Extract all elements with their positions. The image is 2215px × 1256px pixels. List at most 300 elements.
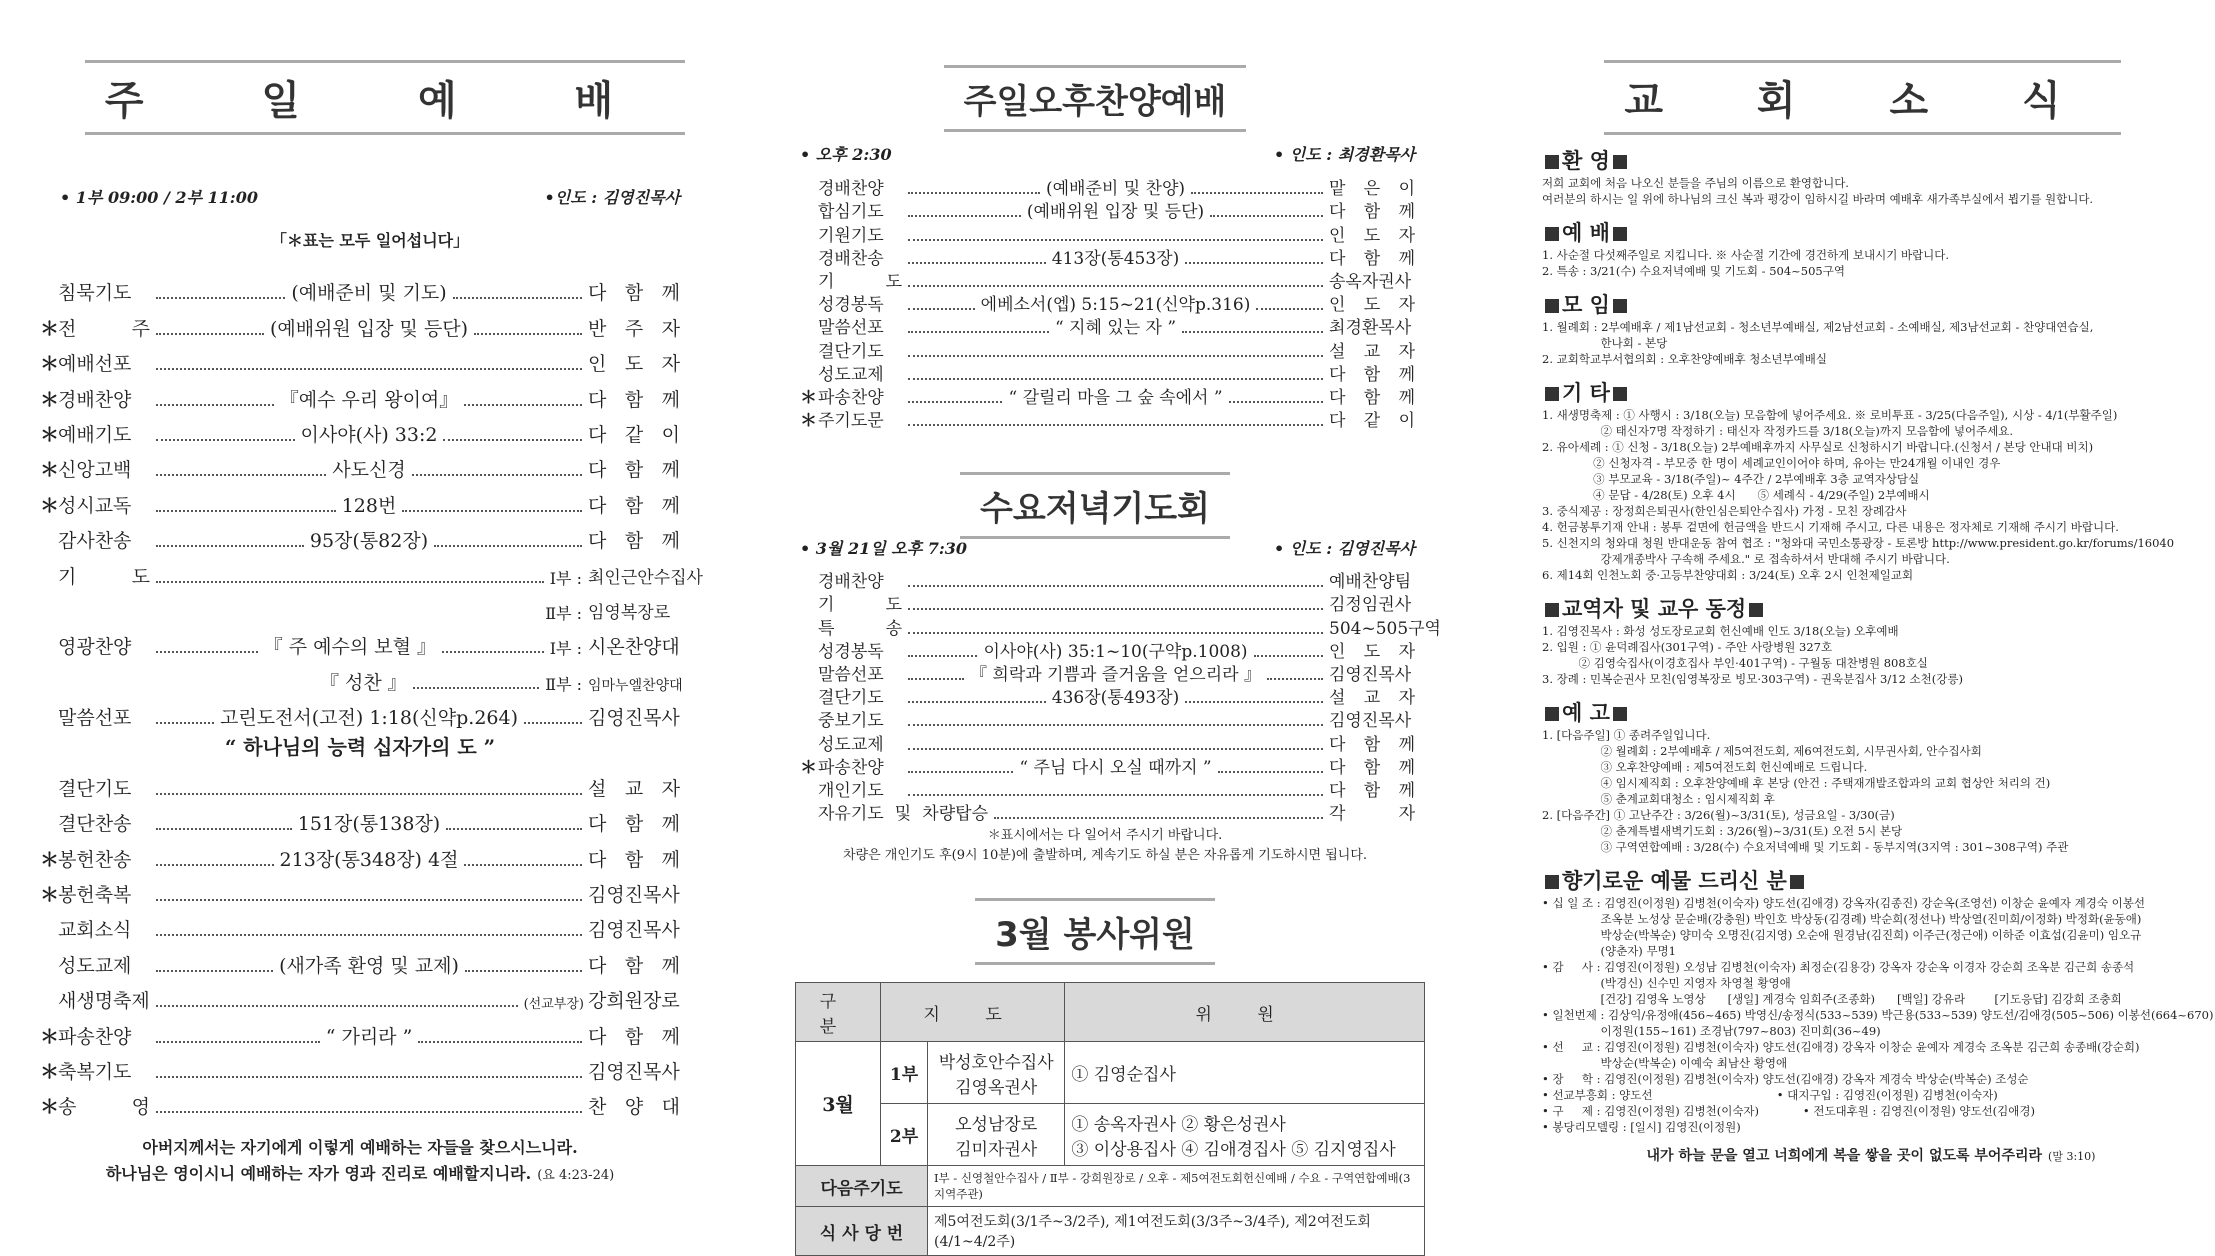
section-title: 수요저녁기도회	[740, 472, 1450, 539]
service-leader: •인도 : 김영진목사	[544, 188, 680, 207]
row-person: 다 같 이	[1329, 411, 1415, 432]
section-body	[1542, 319, 2200, 367]
leader-name: 박성호안수집사	[938, 1052, 1054, 1073]
meal-duty-value: 제5여전도회(3/1주~3/2주), 제1여전도회(3/3주~3/4주), 제2여전도회(4/1~4/2주)	[928, 1207, 1425, 1256]
leader-dots	[412, 474, 582, 476]
row-label: 기원기도	[818, 225, 884, 246]
row-person: 인 도 자	[1329, 641, 1416, 662]
row-label: 새생명축제	[58, 990, 150, 1013]
leader-cell	[928, 1104, 1065, 1166]
section-heading	[1542, 377, 2200, 407]
stand-mark: ＊	[40, 884, 60, 907]
leader-dots	[156, 368, 582, 370]
leader-dots	[1254, 655, 1323, 657]
leader-dots	[453, 297, 582, 299]
row-person: 임마누엘찬양대	[588, 677, 683, 694]
section-heading-text: 교역자 및 교우 동정	[1562, 597, 1747, 621]
row-content: 이사야(사) 33:2	[300, 423, 438, 446]
news-line: ② 태신자7명 작정하기 : 태신자 작정카드를 3/18(오늘)까지 모음함에 넣어주세요.	[1542, 424, 2014, 438]
square-icon	[1613, 299, 1627, 313]
order-of-worship	[40, 268, 703, 1189]
row-person: 시온찬양대	[588, 636, 680, 659]
order-row	[800, 638, 1415, 661]
row-person: 송옥자권사	[1329, 271, 1412, 292]
leader-dots	[908, 215, 1021, 217]
leader-dots	[156, 793, 582, 795]
section-body	[1542, 623, 2200, 687]
leader-dots	[156, 1111, 582, 1113]
leader-dots	[1218, 771, 1323, 773]
row-content: 128번	[341, 494, 397, 517]
month-cell: 3월	[796, 1042, 881, 1166]
next-prayer-label: 다음주기도	[796, 1166, 928, 1207]
row-label: 성경봉독	[818, 295, 884, 316]
order-row	[40, 303, 680, 338]
row-person: 찬 양 대	[588, 1096, 680, 1119]
leader-dots	[156, 333, 264, 335]
stand-mark: ＊	[40, 1096, 60, 1119]
row-content: (예배준비 및 찬양)	[1045, 179, 1186, 200]
square-icon	[1613, 707, 1627, 721]
row-person: 김영진목사	[588, 919, 680, 942]
leader-dots	[908, 378, 1323, 380]
part-cell: 2부	[881, 1104, 928, 1166]
leader-dots	[1191, 192, 1323, 194]
row-label: 결단기도	[58, 777, 132, 800]
news-line: 1. [다음주일] ① 종려주일입니다.	[1542, 728, 1711, 742]
order-row	[40, 339, 680, 374]
stand-mark: ＊	[40, 353, 60, 376]
row-label: 경배찬송	[818, 248, 884, 269]
row-person: 다 함 께	[1329, 734, 1415, 755]
leader-dots	[156, 828, 292, 830]
news-line: ④ 임시제직회 : 오후찬양예배 후 본당 (안건 : 주택재개발조합과의 교회 협상안 처리의 건)	[1542, 776, 2051, 790]
row-content: 『 희락과 기쁨과 즐거움을 얻으리라 』	[970, 664, 1261, 685]
leader-dots	[908, 678, 964, 680]
leader-dots	[908, 355, 1323, 357]
row-person: 반 주 자	[588, 317, 681, 340]
leader-dots	[156, 1076, 582, 1078]
news-line: 1. 사순절 다섯째주일로 지킵니다. ※ 사순절 기간에 경건하게 보내시기 바랍니다.	[1542, 248, 1950, 262]
section-body	[1542, 407, 2200, 583]
service-leader: • 인도 : 최경환목사	[1273, 145, 1415, 164]
order-row	[800, 661, 1415, 684]
leader-dots	[156, 581, 544, 583]
row-label: 영광찬양	[58, 636, 132, 659]
row-label: 신앙고백	[58, 459, 132, 482]
order-row	[800, 707, 1415, 730]
order-row	[800, 614, 1441, 639]
row-person: 다 함 께	[588, 530, 680, 553]
section-body	[1542, 247, 2200, 279]
leader-dots	[1256, 308, 1323, 310]
service-time: • 3월 21일 오후 7:30	[800, 539, 968, 558]
order-row	[40, 551, 703, 588]
row-person: 다 함 께	[1329, 780, 1415, 801]
leader-dots	[1229, 401, 1323, 403]
row-label: 예배선포	[58, 353, 132, 376]
leader-dots	[1210, 215, 1323, 217]
stand-mark: ＊	[40, 388, 60, 411]
row-person: 각 자	[1329, 804, 1415, 825]
note-line: 차량은 개인기도 후(9시 10분)에 출발하며, 계속기도 하실 분은 자유롭게 기도하시면 됩니다.	[842, 848, 1368, 863]
row-person: 인 도 자	[1329, 225, 1415, 246]
news-body	[1542, 135, 2214, 1165]
order-row	[800, 175, 1415, 198]
news-line: • 일천번제 : 김상익/유정애(456~465) 박영신/송정식(533~539) 박근용(533~539) 양도선/김애경(505~506) 이봉선(664~670)	[1542, 1008, 2214, 1022]
news-line: ③ 구역연합예배 : 3/28(수) 수요저녁예배 및 기도회 - 동부지역(3지역 : 301~308구역) 주관	[1542, 840, 2069, 854]
stand-mark: ＊	[40, 1060, 60, 1083]
row-person: 다 같 이	[588, 423, 681, 446]
news-line: 6. 제14회 인천노회 중·고등부찬양대회 : 3/24(토) 오후 2시 인천제일교회	[1542, 568, 1914, 582]
order-row	[40, 1011, 680, 1046]
section-heading	[1542, 865, 2200, 895]
row-person: 김영진목사	[588, 884, 680, 907]
news-line: 한나회 - 본당	[1542, 336, 1668, 350]
news-line: 2. 유아세례 : ① 신청 - 3/18(오늘) 2부예배후까지 사무실로 신청하시기 바랍니다.(신청서 / 본당 안내대 비치)	[1542, 440, 2094, 454]
order-row	[40, 268, 680, 303]
stand-note: 「＊표는 모두 일어섭니다」	[270, 231, 470, 250]
section-heading	[1542, 593, 2200, 623]
row-label: 감사찬송	[58, 530, 132, 553]
section-heading	[1542, 217, 2200, 247]
square-icon	[1749, 603, 1763, 617]
order-row	[800, 800, 1415, 823]
leader-dots	[156, 722, 214, 724]
leader-dots	[908, 655, 977, 657]
square-icon	[1545, 155, 1559, 169]
leader-dots	[908, 632, 1323, 634]
volunteer-table	[795, 982, 1425, 1256]
leader-dots	[1185, 262, 1323, 264]
news-line: 2. 교회학교부서협의회 : 오후찬양예배후 청소년부예배실	[1542, 352, 1827, 366]
order-row	[40, 870, 680, 905]
order-row	[800, 291, 1415, 314]
verse-text: 내가 하늘 문을 열고 너희에게 복을 쌓을 곳이 없도록 부어주리라	[1646, 1148, 2043, 1164]
order-row	[800, 337, 1415, 360]
leader-dots	[908, 608, 1323, 610]
order-row	[40, 657, 683, 694]
row-label: 침묵기도	[58, 282, 132, 305]
square-icon	[1790, 875, 1804, 889]
news-line: ③ 오후찬양예배 : 제5여전도회 헌신예배로 드립니다.	[1542, 760, 1868, 774]
leader-dots	[156, 474, 326, 476]
row-content: “ 갈릴리 마을 그 숲 속에서 ”	[1008, 387, 1223, 408]
square-icon	[1545, 387, 1559, 401]
row-person: 설 교 자	[1329, 341, 1415, 362]
leader-dots	[908, 239, 1323, 241]
section-heading	[1542, 697, 2200, 727]
news-line: 2. [다음주간] ① 고난주간 : 3/26(월)~3/31(토), 성금요일 - 3/30(금)	[1542, 808, 1895, 822]
other-services-column	[740, 0, 1450, 1250]
leader-dots	[908, 748, 1323, 750]
row-label: 주기도문	[818, 411, 884, 432]
row-label: 경배찬양	[818, 179, 884, 200]
leader-dots	[156, 1005, 518, 1007]
leader-dots	[402, 510, 582, 512]
leader-name: 오성남장로	[955, 1114, 1038, 1135]
row-content: 에베소서(엡) 5:15~21(신약p.316)	[980, 295, 1251, 316]
order-row	[40, 1047, 680, 1082]
stand-mark: ＊	[40, 459, 60, 482]
service-time: • 1부 09:00 / 2부 11:00	[60, 188, 258, 207]
leader-dots	[908, 285, 1323, 287]
leader-dots	[464, 864, 582, 866]
leader-dots	[908, 424, 1323, 426]
news-line: ② 김영숙집사(이경호집사 부인·401구역) - 구월동 대찬병원 808호실	[1542, 656, 1928, 670]
row-label: 성시교독	[58, 494, 132, 517]
row-label: 성도교제	[58, 954, 132, 977]
section-heading-text: 예 고	[1562, 701, 1610, 725]
anthem-title: 『 주 예수의 보혈 』	[263, 636, 437, 659]
leader-dots	[442, 651, 544, 653]
part-label: Ⅰ부 :	[549, 568, 582, 588]
row-person: 다 함 께	[588, 813, 681, 836]
row-label: 파송찬양	[818, 387, 884, 408]
row-label: 결단기도	[818, 341, 884, 362]
row-label: 봉헌축복	[58, 884, 132, 907]
row-content: (예배위원 입장 및 등단)	[1026, 202, 1205, 223]
part-label: Ⅰ부 :	[549, 639, 582, 659]
service-header	[800, 536, 1415, 559]
news-line: 저희 교회에 처음 나오신 분들을 주님의 이름으로 환영합니다.	[1542, 176, 1849, 190]
wednesday-order	[800, 568, 1441, 825]
row-label: 경배찬양	[58, 388, 132, 411]
row-content: 고린도전서(고전) 1:18(신약p.264)	[220, 707, 519, 730]
role-prefix: (선교부장)	[523, 997, 584, 1013]
row-label: 결단찬송	[58, 813, 132, 836]
order-row	[40, 587, 680, 622]
leader-dots	[908, 701, 1046, 703]
row-label: 자유기도 및 차량탑승	[818, 804, 988, 825]
row-person: 김영진목사	[1329, 711, 1412, 732]
news-line: 조옥분 노성상 문순배(강충원) 박인호 박상동(김경례) 박순희(정선나) 박상열(진미희/이정화) 박정화(윤동애)	[1542, 912, 2142, 926]
order-row	[800, 777, 1415, 800]
leader-dots	[156, 864, 274, 866]
row-person: 강희원장로	[588, 990, 680, 1013]
row-content: 151장(통138장)	[297, 813, 441, 836]
row-person: 다 함 께	[1329, 757, 1416, 778]
leader-dots	[1267, 678, 1323, 680]
order-row	[40, 445, 680, 480]
row-content: 213장(통348장) 4절	[279, 848, 459, 871]
order-row	[40, 410, 680, 445]
section-body	[1542, 175, 2200, 207]
notes	[780, 826, 1430, 866]
leader-cell	[928, 1042, 1065, 1104]
news-line: 1. 월례회 : 2부예배후 / 제1남선교회 - 청소년부예배실, 제2남선교회 - 소예배실, 제3남선교회 - 찬양대연습실,	[1542, 320, 2094, 334]
sermon-title: “ 하나님의 능력 십자가의 도 ”	[224, 735, 496, 760]
row-label: 송 영	[58, 1096, 150, 1119]
leader-name: 김미자권사	[955, 1139, 1038, 1160]
leader-dots	[994, 817, 1323, 819]
row-person: 설 교 자	[588, 777, 680, 800]
section-heading-text: 기 타	[1562, 381, 1610, 405]
row-content: 『예수 우리 왕이여』	[279, 388, 459, 411]
square-icon	[1545, 875, 1559, 889]
leader-dots	[156, 439, 295, 441]
news-line: • 십 일 조 : 김영진(이정원) 김병천(이숙자) 양도선(김애경) 강옥자(김종진) 강순옥(조영선) 이창순 윤예자 계경숙 이봉선	[1542, 896, 2145, 910]
row-person: 다 함 께	[1329, 387, 1415, 408]
news-line: • 선 교 : 김영진(이정원) 김병천(이숙자) 양도선(김애경) 강옥자 이창순 윤예자 계경숙 조옥분 김근희 송종배(강순희)	[1542, 1040, 2140, 1054]
members-line: ③ 이상용집사 ④ 김애경집사 ⑤ 김지영집사	[1071, 1139, 1396, 1160]
leader-dots	[418, 1041, 582, 1043]
news-line: 1. 새생명축제 : ① 사행시 : 3/18(오늘) 모음함에 넣어주세요. ※ 로비투표 - 3/25(다음주일), 시상 - 4/1(부활주일)	[1542, 408, 2118, 422]
order-row	[800, 407, 1415, 430]
section-title: 교 회 소 식	[1490, 60, 2215, 135]
stand-mark: ＊	[40, 494, 60, 517]
row-label: 전 주	[58, 317, 150, 340]
service-header	[60, 185, 680, 208]
order-row	[800, 245, 1415, 268]
row-label: 봉헌찬송	[58, 848, 132, 871]
order-row	[40, 374, 680, 409]
order-row	[40, 940, 680, 975]
order-row	[40, 763, 680, 798]
order-row	[800, 268, 1415, 291]
stand-mark: ＊	[40, 1025, 60, 1048]
row-label: 성경봉독	[818, 641, 884, 662]
stand-mark: ＊	[800, 387, 817, 408]
news-line: • 장 학 : 김영진(이정원) 김병천(이숙자) 양도선(김애경) 강옥자 계경숙 박상순(박복순) 조성순	[1542, 1072, 2029, 1086]
news-line: 5. 신천지의 청와대 청원 반대운동 참여 협조 : "청와대 국민소통광장 - 토론방 http://www.president.go.kr/forums/16040	[1542, 536, 2175, 550]
row-person: 최인근안수집사	[588, 567, 703, 588]
leader-dots	[156, 404, 274, 406]
verse-text: 하나님은 영이시니 예배하는 자가 영과 진리로 예배할지니라.	[105, 1164, 532, 1184]
section-body	[1542, 895, 2214, 1135]
service-time: • 오후 2:30	[800, 145, 892, 164]
stand-mark: ＊	[40, 317, 60, 340]
news-line: 3. 중식제공 : 장정희은퇴권사(한인심은퇴안수집사) 가정 - 모친 장례감사	[1542, 504, 1907, 518]
row-label: 기 도	[58, 565, 150, 588]
news-line: • 선교부흥회 : 양도선 • 대지구입 : 김영진(이정원) 김병천(이숙자)	[1542, 1088, 1998, 1102]
row-content: 이사야(사) 35:1~10(구약p.1008)	[983, 641, 1248, 662]
leader-dots	[443, 439, 582, 441]
meal-duty-label: 식 사 당 번	[796, 1207, 928, 1256]
col-header: 위 원	[1065, 983, 1425, 1042]
row-label: 경배찬양	[818, 572, 884, 593]
row-content: 95장(통82장)	[309, 530, 429, 553]
row-person: 김영진목사	[588, 707, 680, 730]
order-row	[40, 516, 680, 551]
row-label: 중보기도	[818, 711, 884, 732]
leader-dots	[474, 333, 582, 335]
news-line: 박상순(박복순) 이예숙 최남산 황영애	[1542, 1056, 1788, 1070]
news-line: ④ 문답 - 4/28(토) 오후 4시 ⑤ 세례식 - 4/29(주일) 2부예배시	[1542, 488, 1930, 502]
row-person: 임영복장로	[588, 602, 671, 623]
leader-dots	[908, 585, 1323, 587]
row-label: 기 도	[818, 271, 902, 292]
row-content: “ 지혜 있는 자 ”	[1054, 318, 1177, 339]
row-label: 예배기도	[58, 423, 132, 446]
stand-mark: ＊	[800, 757, 817, 778]
section-heading	[1542, 289, 2200, 319]
news-line: 여러분의 하시는 일 위에 하나님의 크신 복과 평강이 임하시길 바라며 예배후 새가족부실에서 뵙기를 원합니다.	[1542, 192, 2094, 206]
row-person: 다 함 께	[1329, 202, 1415, 223]
news-line: ⑤ 춘계교회대청소 : 임시제직회 후	[1542, 792, 1775, 806]
news-line: 3. 장례 : 민복순권사 모친(임영복장로 빙모·303구역) - 권욱분집사 3/12 소천(강릉)	[1542, 672, 1963, 686]
leader-dots	[908, 794, 1323, 796]
leader-dots	[1182, 331, 1323, 333]
section-body	[1542, 727, 2200, 855]
row-person: 다 함 께	[588, 459, 681, 482]
news-line: 박상순(박복순) 양미숙 오명진(김지영) 오순애 원경남(김진희) 이주근(정근애) 이하준 이효섭(김윤미) 임오규	[1542, 928, 2142, 942]
row-person: 설 교 자	[1329, 688, 1415, 709]
row-person: 인 도 자	[1329, 295, 1415, 316]
order-row	[800, 384, 1415, 407]
news-line: ② 춘계특별새벽기도회 : 3/26(월)~3/31(토) 오전 5시 본당	[1542, 824, 1903, 838]
leader-dots	[156, 297, 285, 299]
section-heading	[1542, 145, 2200, 175]
order-row	[40, 693, 680, 728]
news-line: ② 월례회 : 2부예배후 / 제5여전도회, 제6여전도회, 시무권사회, 안수집사회	[1542, 744, 1982, 758]
part-cell: 1부	[881, 1042, 928, 1104]
row-label: 파송찬양	[58, 1025, 132, 1048]
section-heading-text: 환 영	[1562, 149, 1610, 173]
order-row	[40, 799, 680, 834]
row-person: 다 함 께	[588, 388, 680, 411]
order-row	[800, 198, 1415, 221]
row-content: (예배준비 및 기도)	[291, 282, 447, 305]
row-label: 파송찬양	[818, 757, 884, 778]
service-leader: • 인도 : 김영진목사	[1273, 539, 1415, 558]
volunteer-table-wrap	[795, 982, 1425, 1256]
section-title: 주일오후찬양예배	[740, 65, 1450, 132]
leader-dots	[434, 545, 582, 547]
row-content: 436장(통493장)	[1051, 688, 1180, 709]
order-row	[800, 361, 1415, 384]
row-content: (예배위원 입장 및 등단)	[269, 317, 469, 340]
order-row	[800, 730, 1415, 753]
row-person: 다 함 께	[588, 494, 680, 517]
leader-dots	[465, 970, 582, 972]
leader-dots	[156, 934, 582, 936]
news-line: (양춘자) 무명1	[1542, 944, 1676, 958]
church-news-column	[1490, 0, 2215, 1240]
row-label: 교회소식	[58, 919, 132, 942]
leader-dots	[524, 722, 582, 724]
verse-ref: (말 3:10)	[2048, 1150, 2096, 1163]
sunday-worship-column	[0, 0, 720, 1240]
leader-dots	[156, 970, 273, 972]
square-icon	[1545, 227, 1559, 241]
anthem-title: 『 성찬 』	[320, 671, 407, 694]
leader-dots	[908, 262, 1046, 264]
row-label: 말씀선포	[58, 707, 132, 730]
members-cell: ① 김영순집사	[1065, 1042, 1425, 1104]
row-person: 504~505구역	[1329, 618, 1441, 639]
leader-dots	[446, 828, 582, 830]
afternoon-order	[800, 175, 1415, 430]
order-row	[800, 684, 1415, 707]
row-person: 예배찬양팀	[1329, 572, 1412, 593]
leader-dots	[908, 724, 1323, 726]
row-label: 성도교제	[818, 364, 884, 385]
row-content: “ 가리라 ”	[325, 1025, 413, 1048]
order-row	[800, 754, 1415, 777]
leader-dots	[413, 687, 539, 689]
order-row	[800, 568, 1415, 591]
col-header: 구 분	[796, 983, 881, 1042]
service-header	[800, 142, 1415, 165]
stand-mark: ＊	[40, 423, 60, 446]
bible-verse	[40, 1135, 680, 1189]
stand-mark: ＊	[40, 848, 60, 871]
row-person: 다 함 께	[1329, 364, 1415, 385]
section-title: 주 일 예 배	[20, 60, 720, 135]
row-label: 결단기도	[818, 688, 884, 709]
leader-dots	[156, 651, 258, 653]
